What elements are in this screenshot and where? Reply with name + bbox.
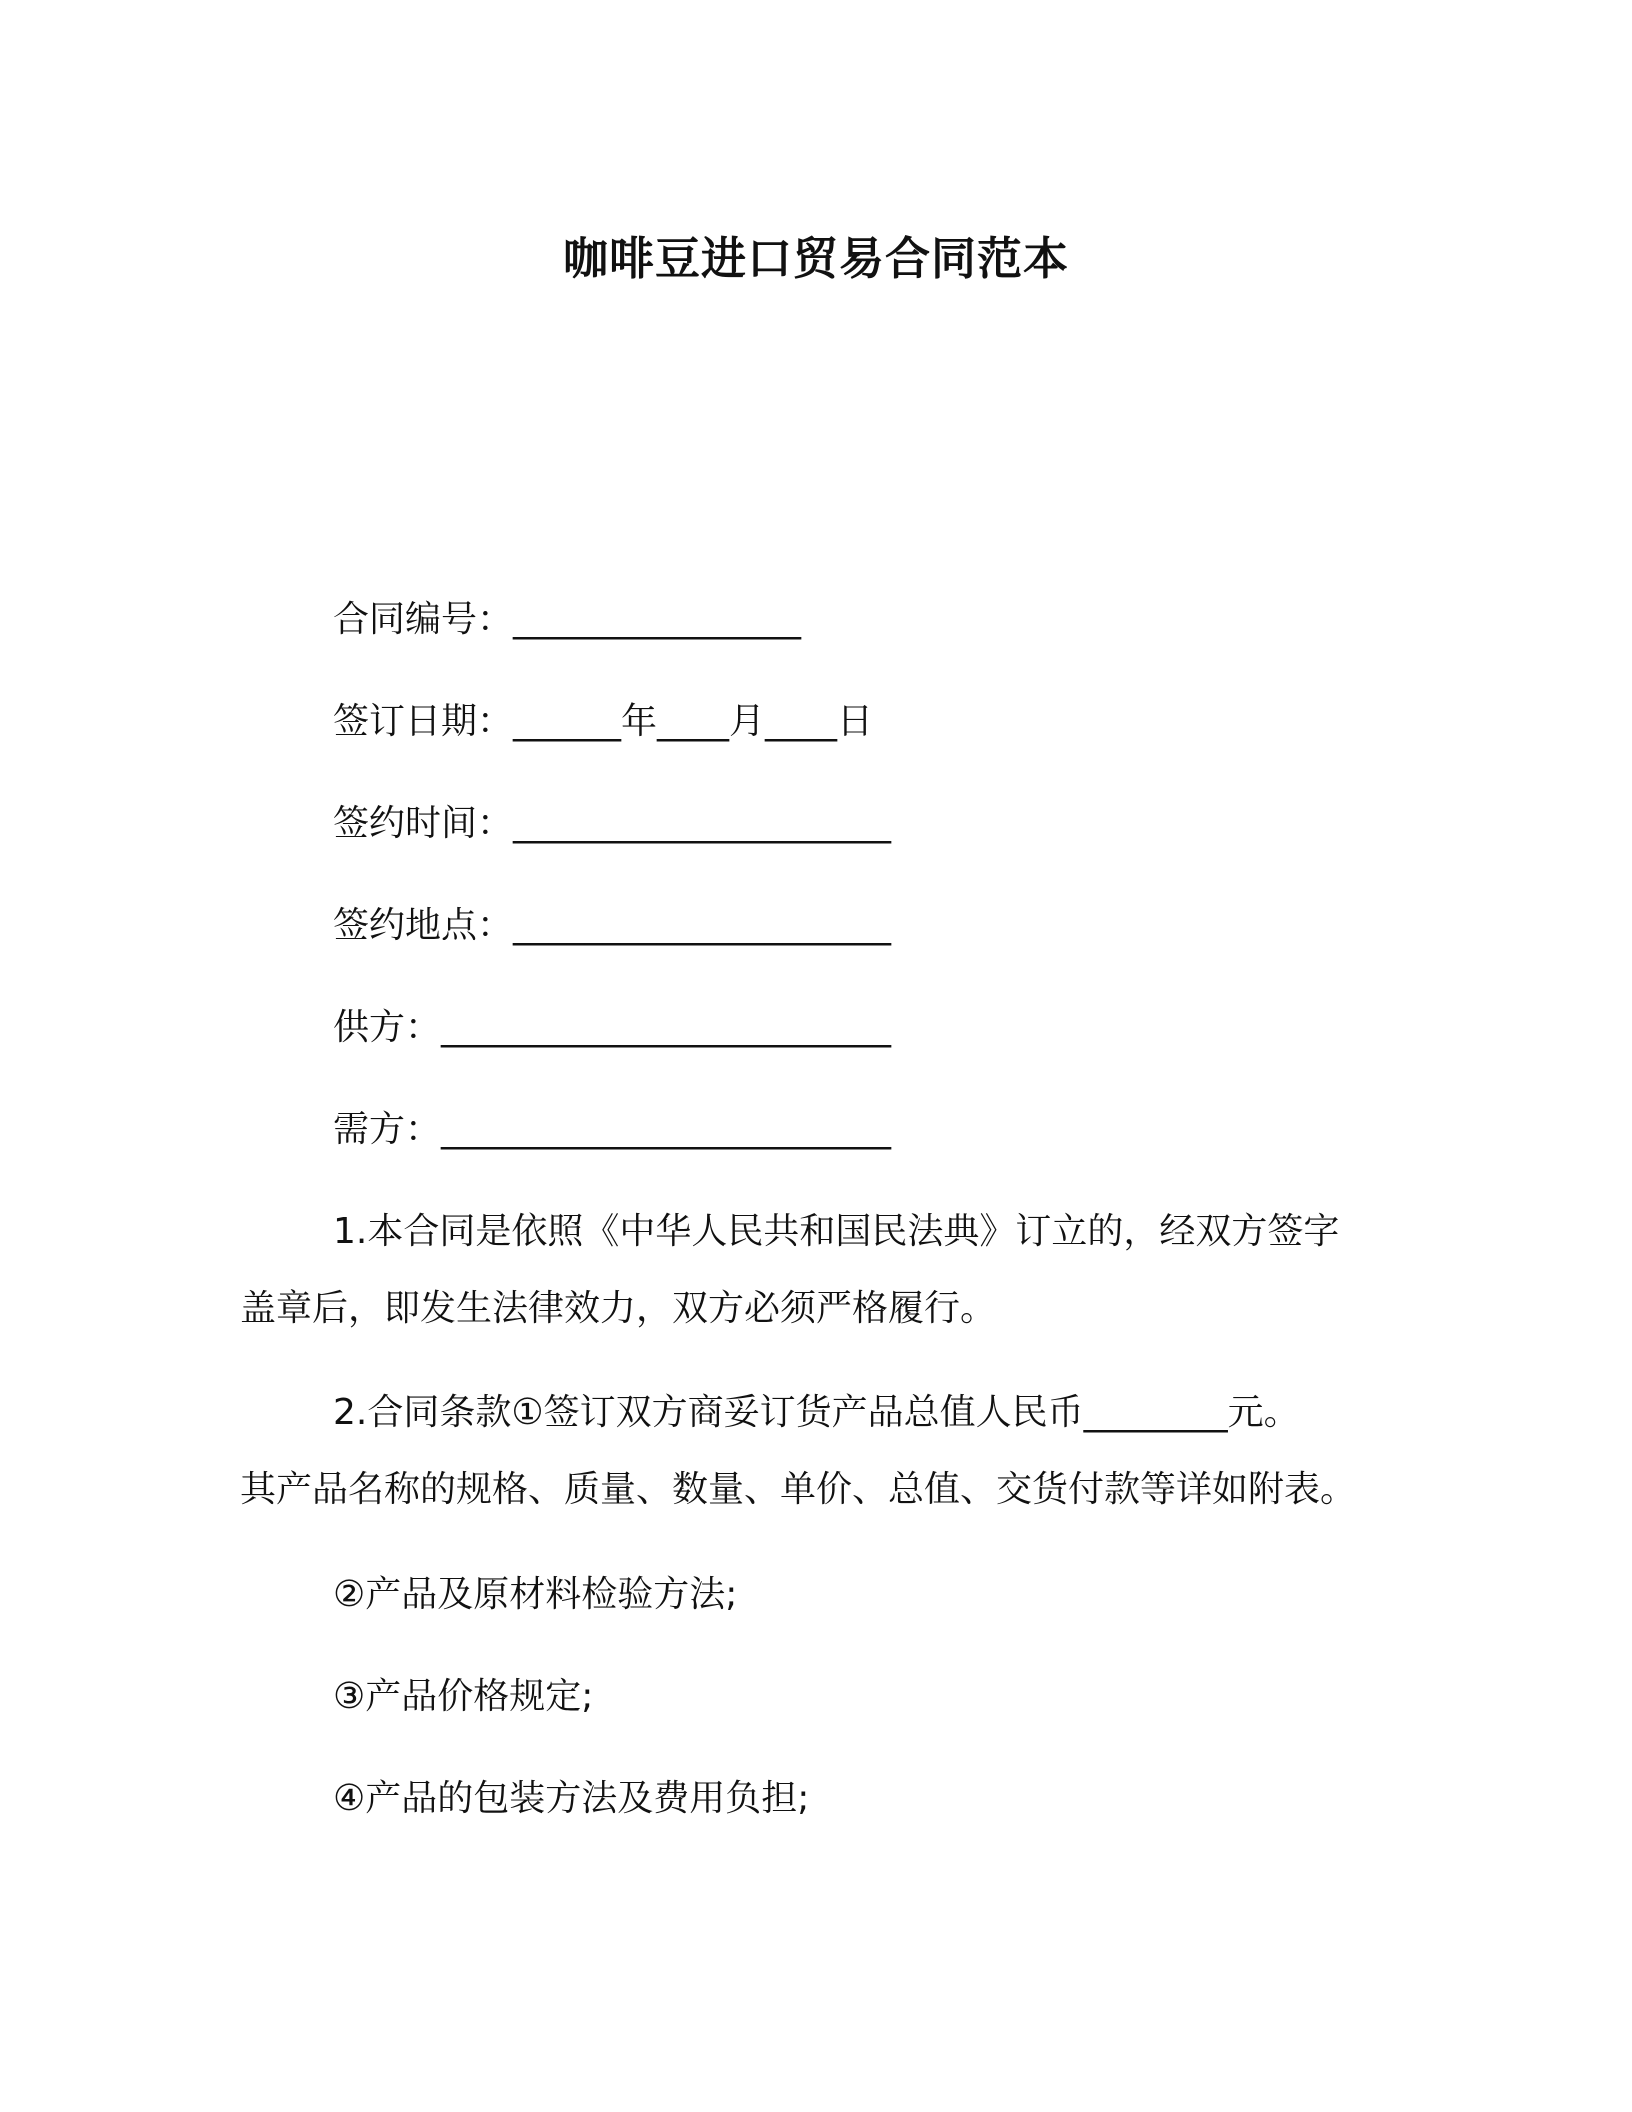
buyer-field: 需方：_________________________ bbox=[333, 1109, 892, 1150]
document-title: 咖啡豆进口贸易合同范本 bbox=[562, 232, 1069, 285]
clause-1 bbox=[240, 1207, 1380, 1334]
clause-2 bbox=[240, 1388, 1380, 1515]
contract-number-field: 合同编号：________________ bbox=[333, 599, 802, 640]
supplier-field: 供方：_________________________ bbox=[333, 1007, 892, 1048]
sign-place-field: 签约地点：_____________________ bbox=[333, 905, 892, 946]
clause-item-3: ③产品价格规定; bbox=[333, 1676, 594, 1717]
clause-1-line-2: 盖章后，即发生法律效力，双方必须严格履行。 bbox=[240, 1288, 997, 1329]
sign-time-field: 签约时间：_____________________ bbox=[333, 803, 892, 844]
clause-item-2: ②产品及原材料检验方法; bbox=[333, 1574, 738, 1615]
clause-item-4: ④产品的包装方法及费用负担; bbox=[333, 1778, 810, 1819]
sign-date-field: 签订日期：______年____月____日 bbox=[333, 701, 874, 742]
clause-2-line-2: 其产品名称的规格、质量、数量、单价、总值、交货付款等详如附表。 bbox=[240, 1469, 1357, 1510]
clause-1-line-1: 1.本合同是依照《中华人民共和国民法典》订立的，经双方签字 bbox=[333, 1211, 1340, 1252]
clause-2-line-1: 2.合同条款①签订双方商妥订货产品总值人民币________元。 bbox=[333, 1392, 1300, 1433]
